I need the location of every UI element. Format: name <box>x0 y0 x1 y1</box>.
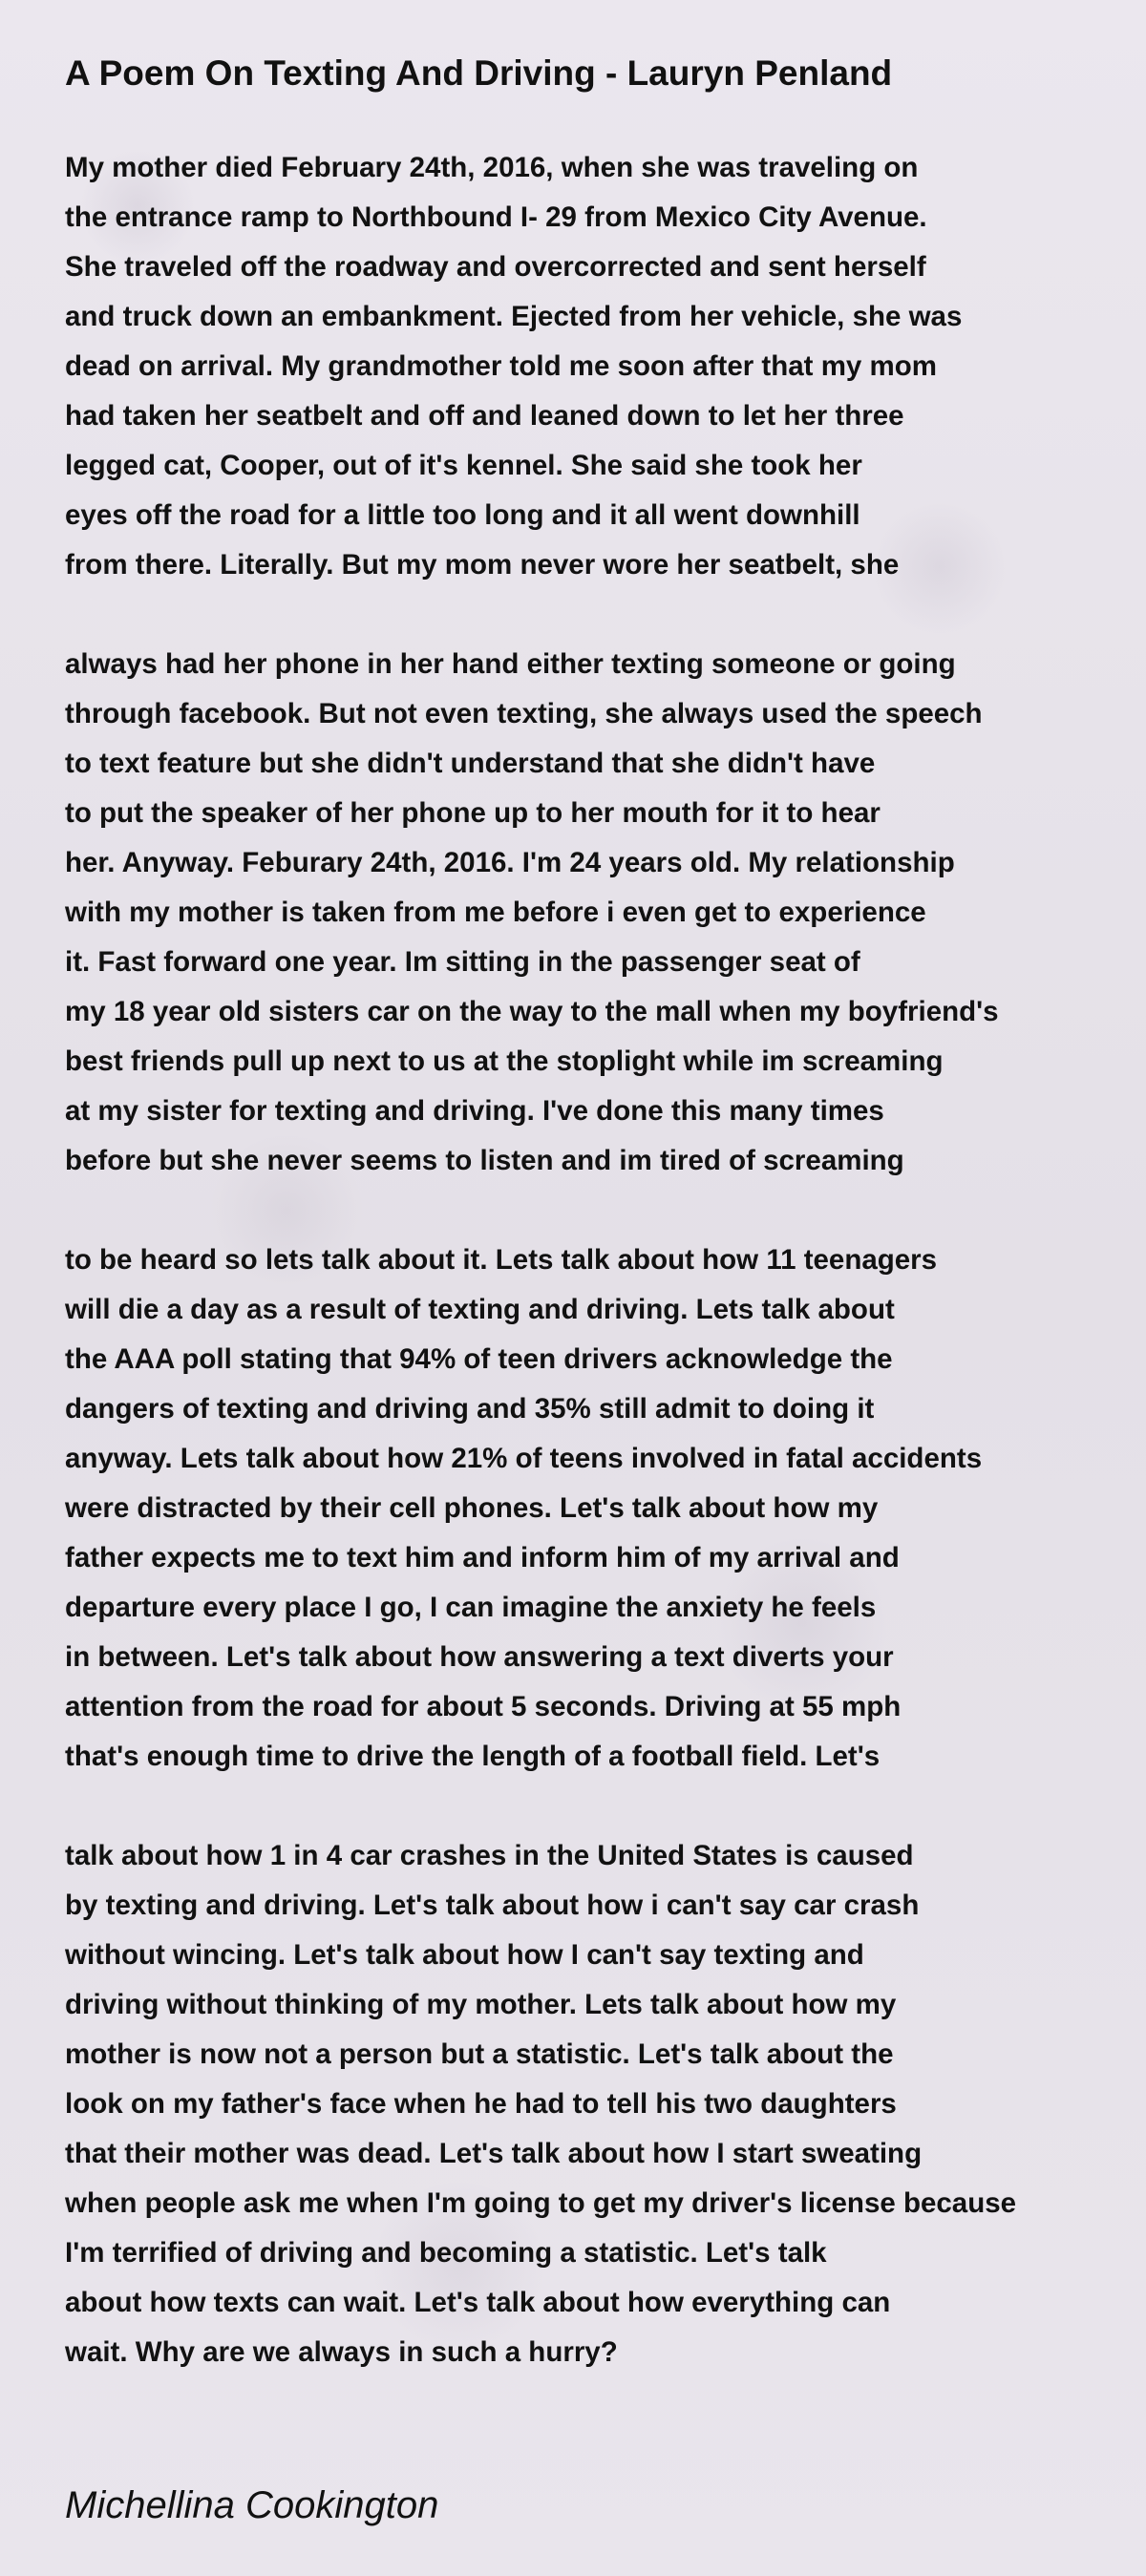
poem-line: legged cat, Cooper, out of it's kennel. She said she took her <box>65 450 862 481</box>
poem-line: that their mother was dead. Let's talk about how I start sweating <box>65 2138 923 2169</box>
poem-line: anyway. Lets talk about how 21% of teens involved in fatal accidents <box>65 1443 983 1474</box>
poem-line: from there. Literally. But my mom never wore her seatbelt, she <box>65 549 900 581</box>
poem-stanza <box>65 143 1125 590</box>
poem-line: before but she never seems to listen and im tired of screaming <box>65 1145 904 1176</box>
poem-line: had taken her seatbelt and off and leaned down to let her three <box>65 400 904 432</box>
poem-line: attention from the road for about 5 seconds. Driving at 55 mph <box>65 1691 902 1722</box>
poem-line: to text feature but she didn't understand that she didn't have <box>65 748 876 779</box>
poem-line: always had her phone in her hand either texting someone or going <box>65 648 956 680</box>
poem-line: father expects me to text him and inform him of my arrival and <box>65 1542 900 1573</box>
poem-author: Michellina Cookington <box>65 2484 439 2526</box>
poem-line: about how texts can wait. Let's talk about how everything can <box>65 2287 891 2318</box>
poem-line: She traveled off the roadway and overcorrected and sent herself <box>65 251 926 283</box>
poem-line: mother is now not a person but a statistic. Let's talk about the <box>65 2038 894 2070</box>
poem-line: it. Fast forward one year. Im sitting in the passenger seat of <box>65 946 860 978</box>
poem-line: without wincing. Let's talk about how I can't say texting and <box>65 1939 864 1971</box>
poem-line: and truck down an embankment. Ejected from her vehicle, she was <box>65 301 963 332</box>
poem-stanza <box>65 1235 1125 1782</box>
poem-line: look on my father's face when he had to tell his two daughters <box>65 2088 897 2120</box>
poem-line: talk about how 1 in 4 car crashes in the United States is caused <box>65 1840 914 1871</box>
poem-line: to be heard so lets talk about it. Lets talk about how 11 teenagers <box>65 1244 938 1276</box>
poem-body <box>65 143 1125 2427</box>
poem-line: her. Anyway. Feburary 24th, 2016. I'm 24 years old. My relationship <box>65 847 955 878</box>
poem-line: that's enough time to drive the length of a football field. Let's <box>65 1741 881 1772</box>
poem-line: the entrance ramp to Northbound I- 29 from Mexico City Avenue. <box>65 201 927 233</box>
poem-line: to put the speaker of her phone up to her mouth for it to hear <box>65 797 881 829</box>
poem-line: I'm terrified of driving and becoming a statistic. Let's talk <box>65 2237 827 2269</box>
poem-line: wait. Why are we always in such a hurry? <box>65 2336 618 2368</box>
poem-line: eyes off the road for a little too long and it all went downhill <box>65 499 860 531</box>
poem-line: dangers of texting and driving and 35% still admit to doing it <box>65 1393 875 1425</box>
poem-line: the AAA poll stating that 94% of teen drivers acknowledge the <box>65 1343 893 1375</box>
poem-line: through facebook. But not even texting, she always used the speech <box>65 698 983 729</box>
poem-line: were distracted by their cell phones. Let's talk about how my <box>65 1492 879 1524</box>
poem-line: at my sister for texting and driving. I've done this many times <box>65 1095 884 1127</box>
poem-line: best friends pull up next to us at the stoplight while im screaming <box>65 1045 944 1077</box>
poem-line: my 18 year old sisters car on the way to the mall when my boyfriend's <box>65 996 999 1027</box>
poem-line: when people ask me when I'm going to get my driver's license because <box>65 2187 1017 2219</box>
poem-line: by texting and driving. Let's talk about how i can't say car crash <box>65 1890 920 1921</box>
poem-line: driving without thinking of my mother. Lets talk about how my <box>65 1989 897 2020</box>
poem-line: dead on arrival. My grandmother told me soon after that my mom <box>65 350 938 382</box>
poem-title: A Poem On Texting And Driving - Lauryn Penland <box>65 53 893 93</box>
poem-line: in between. Let's talk about how answering a text diverts your <box>65 1641 894 1673</box>
poem-stanza <box>65 640 1125 1186</box>
poem-line: will die a day as a result of texting and driving. Lets talk about <box>65 1294 895 1325</box>
poem-line: My mother died February 24th, 2016, when she was traveling on <box>65 152 919 183</box>
poem-line: departure every place I go, I can imagine the anxiety he feels <box>65 1592 877 1623</box>
poem-stanza <box>65 1831 1125 2377</box>
poem-line: with my mother is taken from me before i even get to experience <box>65 897 926 928</box>
